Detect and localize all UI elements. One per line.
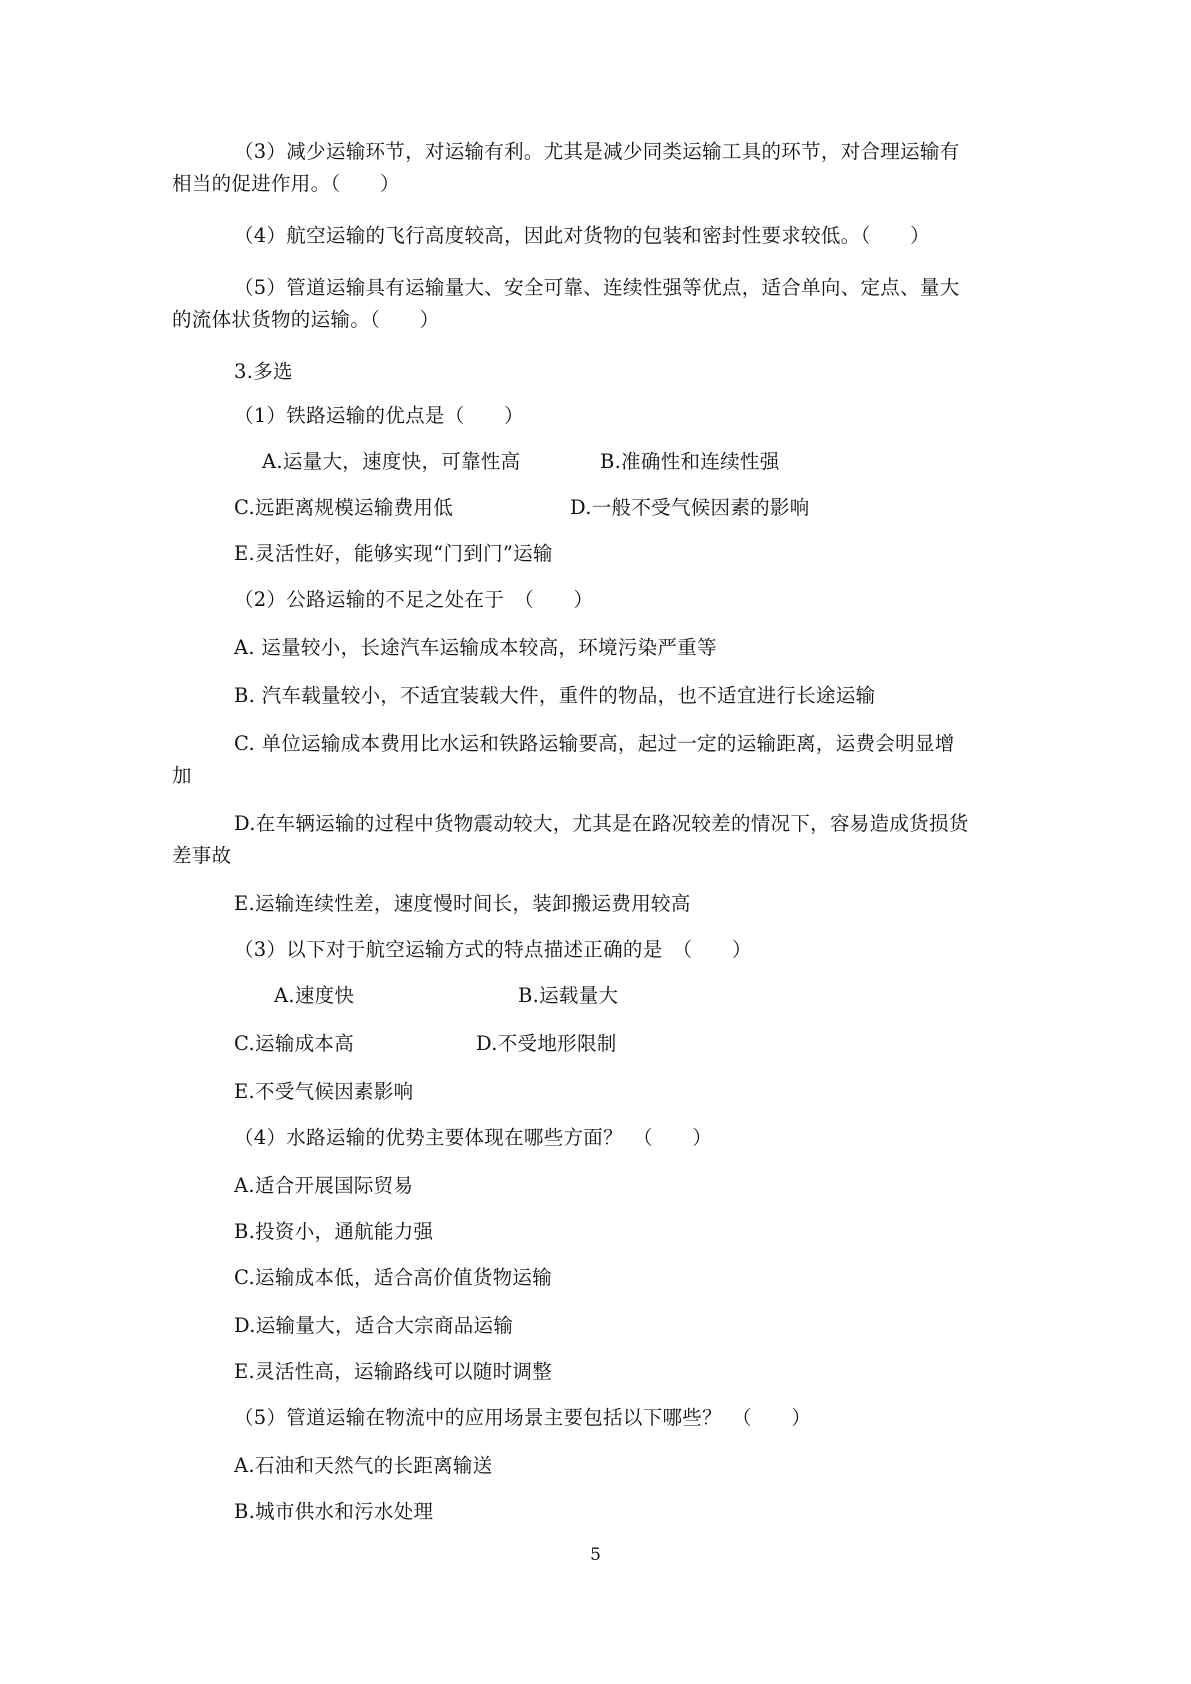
mc-q2-option-c-line1: C. 单位运输成本费用比水运和铁路运输要高，起过一定的运输距离，运费会明显增: [234, 732, 955, 755]
tf-q3-line2: 相当的促进作用。（ ）: [172, 172, 400, 195]
mc-q5-option-a: A.石油和天然气的长距离输送: [234, 1454, 493, 1477]
tf-q3-line1: （3）减少运输环节，对运输有利。尤其是减少同类运输工具的环节，对合理运输有: [234, 140, 960, 163]
mc-q4-option-b: B.投资小，通航能力强: [234, 1220, 434, 1243]
mc-q1-option-a: A.运量大，速度快，可靠性高: [262, 450, 521, 473]
mc-q2-option-e: E.运输连续性差，速度慢时间长，装卸搬运费用较高: [234, 892, 691, 915]
mc-q4-option-d: D.运输量大，适合大宗商品运输: [234, 1314, 514, 1337]
mc-q4-option-c: C.运输成本低，适合高价值货物运输: [234, 1266, 553, 1289]
mc-q2-option-b: B. 汽车载量较小，不适宜装载大件，重件的物品，也不适宜进行长途运输: [234, 684, 876, 707]
mc-q3-stem: （3）以下对于航空运输方式的特点描述正确的是 （ ）: [234, 938, 752, 961]
mc-q2-stem: （2）公路运输的不足之处在于 （ ）: [234, 588, 594, 611]
mc-q3-option-c: C.运输成本高: [234, 1032, 355, 1055]
mc-q5-stem: （5）管道运输在物流中的应用场景主要包括以下哪些？ （ ）: [234, 1406, 812, 1429]
mc-q2-option-a: A. 运量较小，长途汽车运输成本较高，环境污染严重等: [234, 636, 717, 659]
mc-q3-option-b: B.运载量大: [518, 984, 619, 1007]
section-heading-multiple-choice: 3.多选: [234, 360, 293, 383]
mc-q1-option-d: D.一般不受气候因素的影响: [570, 496, 810, 519]
page-number: 5: [590, 1545, 601, 1565]
mc-q1-stem: （1）铁路运输的优点是（ ）: [234, 404, 524, 427]
mc-q1-option-e: E.灵活性好，能够实现“门到门”运输: [234, 542, 553, 565]
mc-q5-option-b: B.城市供水和污水处理: [234, 1500, 434, 1523]
mc-q3-option-e: E.不受气候因素影响: [234, 1080, 414, 1103]
mc-q4-option-a: A.适合开展国际贸易: [234, 1174, 414, 1197]
mc-q3-option-a: A.速度快: [274, 984, 355, 1007]
mc-q2-option-d-line1: D.在车辆运输的过程中货物震动较大，尤其是在路况较差的情况下，容易造成货损货: [234, 812, 969, 835]
mc-q2-option-d-line2: 差事故: [172, 844, 232, 867]
tf-q4: （4）航空运输的飞行高度较高，因此对货物的包装和密封性要求较低。（ ）: [234, 224, 930, 247]
mc-q1-option-c: C.远距离规模运输费用低: [234, 496, 454, 519]
tf-q5-line1: （5）管道运输具有运输量大、安全可靠、连续性强等优点，适合单向、定点、量大: [234, 276, 960, 299]
mc-q3-option-d: D.不受地形限制: [476, 1032, 617, 1055]
mc-q4-stem: （4）水路运输的优势主要体现在哪些方面？ （ ）: [234, 1126, 713, 1149]
tf-q5-line2: 的流体状货物的运输。（ ）: [172, 308, 440, 331]
mc-q1-option-b: B.准确性和连续性强: [600, 450, 780, 473]
mc-q2-option-c-line2: 加: [172, 764, 192, 787]
mc-q4-option-e: E.灵活性高，运输路线可以随时调整: [234, 1360, 553, 1383]
